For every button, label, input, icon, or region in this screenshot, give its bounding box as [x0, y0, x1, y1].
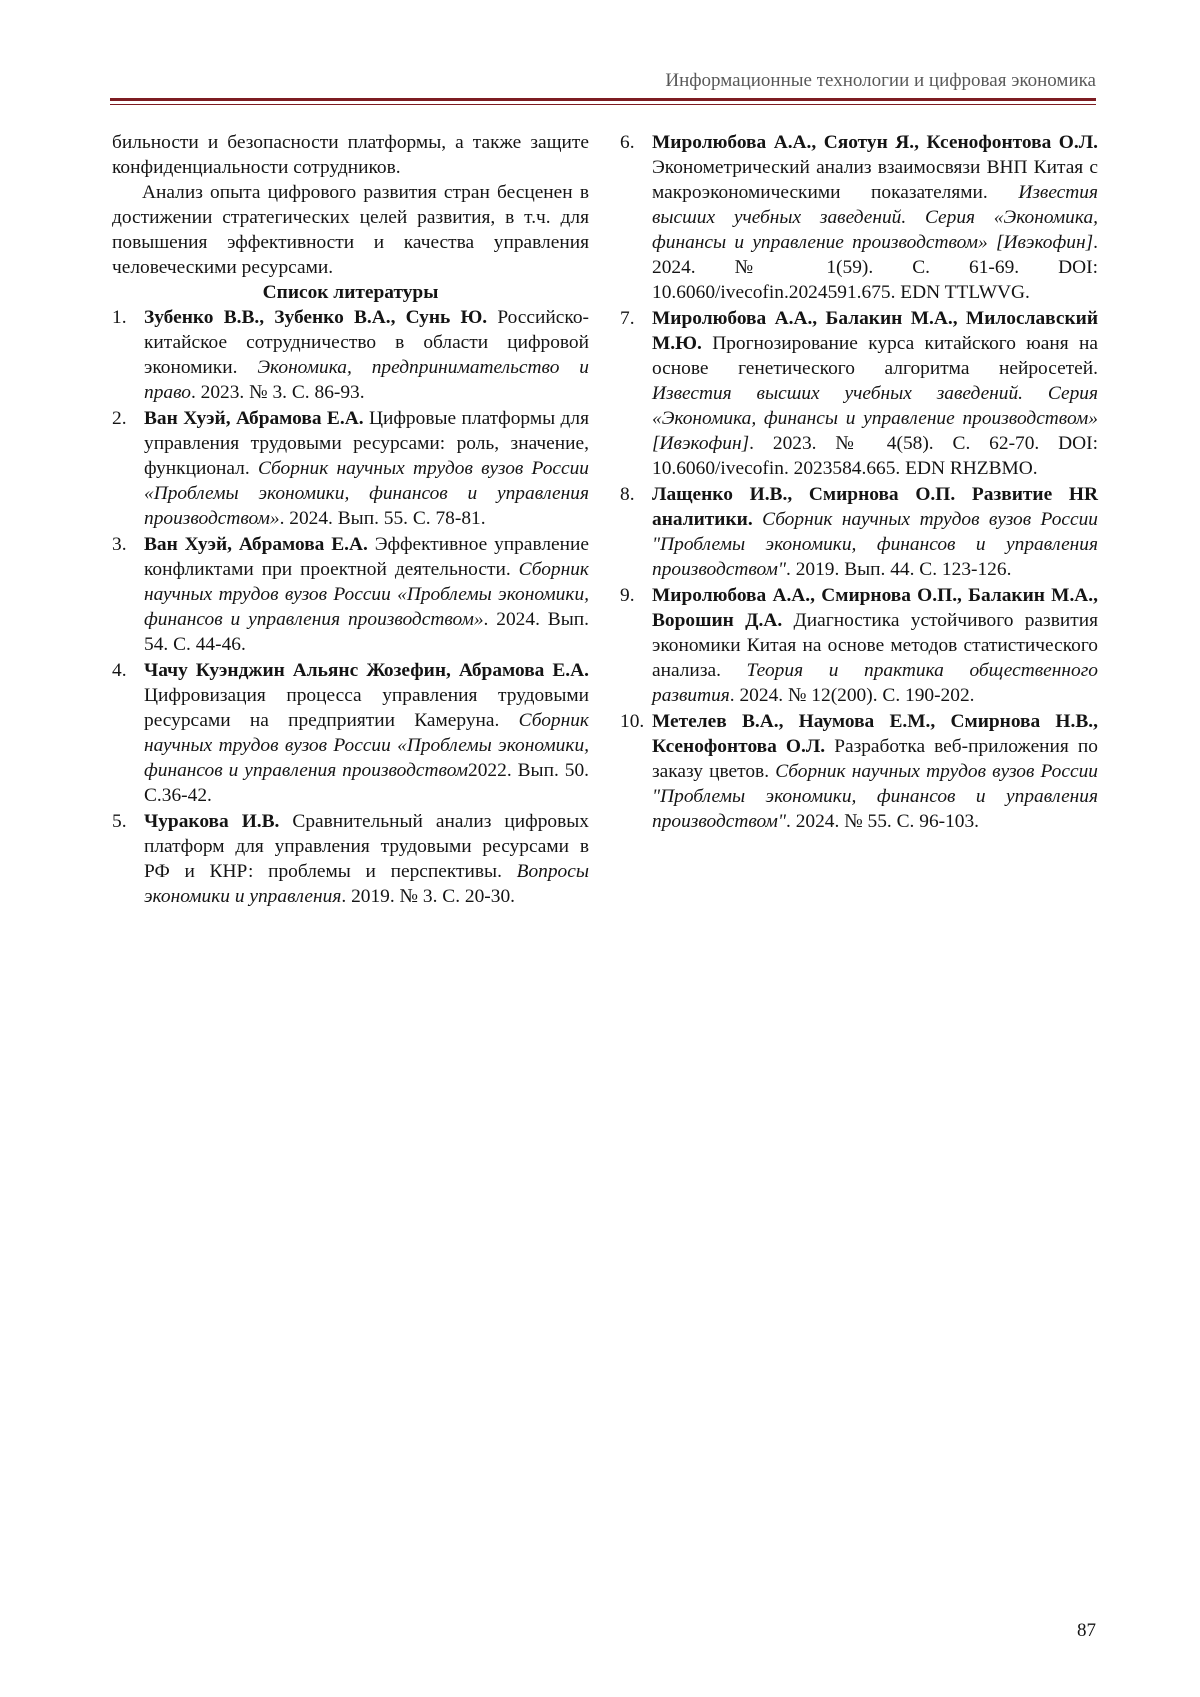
- reference-details: . 2019. Вып. 44. С. 123-126.: [786, 559, 1012, 580]
- reference-source: Известия высших учебных заведений. Серия «Экономика, финансы и управление производством» [Ивэкофин]: [652, 383, 1098, 454]
- reference-item: [112, 809, 589, 909]
- reference-authors: Метелев В.А., Наумова Е.М., Смирнова Н.В., Ксенофонтова О.Л.: [652, 711, 1098, 757]
- reference-authors: Миролюбова А.А., Сяотун Я., Ксенофонтова О.Л.: [652, 132, 1098, 153]
- reference-number: 7.: [620, 308, 635, 329]
- reference-number: 5.: [112, 811, 127, 832]
- reference-title: Цифровизация процесса управления трудовыми ресурсами на предприятии Камеруна.: [144, 685, 589, 731]
- references-title: Список литературы: [262, 282, 439, 303]
- reference-details: . 2019. № 3. С. 20-30.: [341, 886, 516, 907]
- reference-title: Цифровые платформы для управления трудовыми ресурсами: роль, значение, функционал.: [144, 408, 589, 479]
- right-column: [620, 130, 1098, 835]
- reference-source: Сборник научных трудов вузов России «Проблемы экономики, финансов и управления производством»: [144, 559, 589, 630]
- reference-details: . 2024. Вып. 54. С. 44-46.: [144, 609, 589, 655]
- reference-details: . 2024. № 1(59). С. 61-69. DOI: 10.6060/ivecofin.2024591.675. EDN TTLWVG.: [652, 232, 1098, 303]
- reference-authors: Лащенко И.В., Смирнова О.П. Развитие HR аналитики.: [652, 484, 1098, 530]
- header-rule-thin: [110, 104, 1096, 105]
- reference-number: 9.: [620, 585, 635, 606]
- reference-item: [112, 532, 589, 657]
- reference-item: [620, 482, 1098, 582]
- reference-authors: Миролюбова А.А., Смирнова О.П., Балакин М.А., Ворошин Д.А.: [652, 585, 1098, 631]
- reference-source: Известия высших учебных заведений. Серия «Экономика, финансы и управление производством» [Ивэкофин]: [652, 182, 1098, 253]
- reference-item: [620, 583, 1098, 708]
- reference-source: Сборник научных трудов вузов России "Проблемы экономики, финансов и управления производством": [652, 761, 1098, 832]
- header-rule-thick: [110, 98, 1096, 101]
- reference-item: [112, 305, 589, 405]
- reference-item: [112, 406, 589, 531]
- reference-authors: Ван Хуэй, Абрамова Е.А.: [144, 408, 364, 429]
- running-head: Информационные технологии и цифровая экономика: [665, 70, 1096, 91]
- reference-number: 4.: [112, 660, 127, 681]
- reference-source: Сборник научных трудов вузов России «Проблемы экономики, финансов и управления производством»: [144, 458, 589, 529]
- reference-item: [620, 130, 1098, 305]
- reference-item: [620, 709, 1098, 834]
- reference-authors: Ван Хуэй, Абрамова Е.А.: [144, 534, 368, 555]
- reference-source: Сборник научных трудов вузов России «Проблемы экономики, финансов и управления производством: [144, 710, 589, 781]
- reference-title: Эффективное управление конфликтами при проектной деятельности.: [144, 534, 589, 580]
- reference-details: . 2024. № 55. С. 96-103.: [786, 811, 980, 832]
- page-number: 87: [1077, 1620, 1096, 1641]
- reference-details: . 2023. № 4(58). С. 62-70. DOI: 10.6060/ivecofin. 2023584.665. EDN RHZBMO.: [652, 433, 1098, 479]
- reference-authors: Миролюбова А.А., Балакин М.А., Милославский М.Ю.: [652, 308, 1098, 354]
- reference-source: Экономика, предпринимательство и право: [144, 357, 589, 403]
- reference-authors: Зубенко В.В., Зубенко В.А., Сунь Ю.: [144, 307, 488, 328]
- reference-details: . 2024. № 12(200). С. 190-202.: [729, 685, 975, 706]
- reference-title: Разработка веб-приложения по заказу цветов.: [652, 736, 1098, 782]
- reference-source: Вопросы экономики и управления: [144, 861, 589, 907]
- reference-item: [620, 306, 1098, 481]
- reference-authors: Чачу Куэнджин Альянс Жозефин, Абрамова Е.А.: [144, 660, 589, 681]
- reference-title: Диагностика устойчивого развития экономики Китая на основе методов статистического анализа.: [652, 610, 1098, 681]
- reference-number: 8.: [620, 484, 635, 505]
- reference-authors: Чуракова И.В.: [144, 811, 280, 832]
- reference-source: Теория и практика общественного развития: [652, 660, 1098, 706]
- reference-title: Эконометрический анализ взаимосвязи ВНП Китая с макроэкономическими показателями.: [652, 157, 1098, 203]
- reference-number: 6.: [620, 132, 635, 153]
- reference-details: . 2023. № 3. С. 86-93.: [190, 382, 365, 403]
- reference-number: 1.: [112, 307, 127, 328]
- reference-title: Российско-китайское сотрудничество в области цифровой экономики.: [144, 307, 589, 378]
- reference-details: 2022. Вып. 50. С.36-42.: [144, 760, 589, 806]
- reference-details: . 2024. Вып. 55. С. 78-81.: [279, 508, 486, 529]
- reference-title: Прогнозирование курса китайского юаня на основе генетического алгоритма нейросетей.: [652, 333, 1098, 379]
- reference-number: 3.: [112, 534, 127, 555]
- reference-number: 2.: [112, 408, 127, 429]
- body-paragraph-continued: бильности и безопасности платформы, а также защите конфиденциальности сотрудников.: [112, 132, 589, 178]
- reference-source: Сборник научных трудов вузов России "Проблемы экономики, финансов и управления производством": [652, 509, 1098, 580]
- reference-item: [112, 658, 589, 808]
- reference-title: Сравнительный анализ цифровых платформ для управления трудовыми ресурсами в РФ и КНР: проблемы и перспективы.: [144, 811, 589, 882]
- left-column: [112, 130, 589, 910]
- body-paragraph-conclusion: Анализ опыта цифрового развития стран бесценен в достижении стратегических целей развития, в т.ч. для повышения эффективности и качества управления человеческими ресурсами.: [112, 182, 589, 278]
- reference-number: 10.: [620, 711, 645, 732]
